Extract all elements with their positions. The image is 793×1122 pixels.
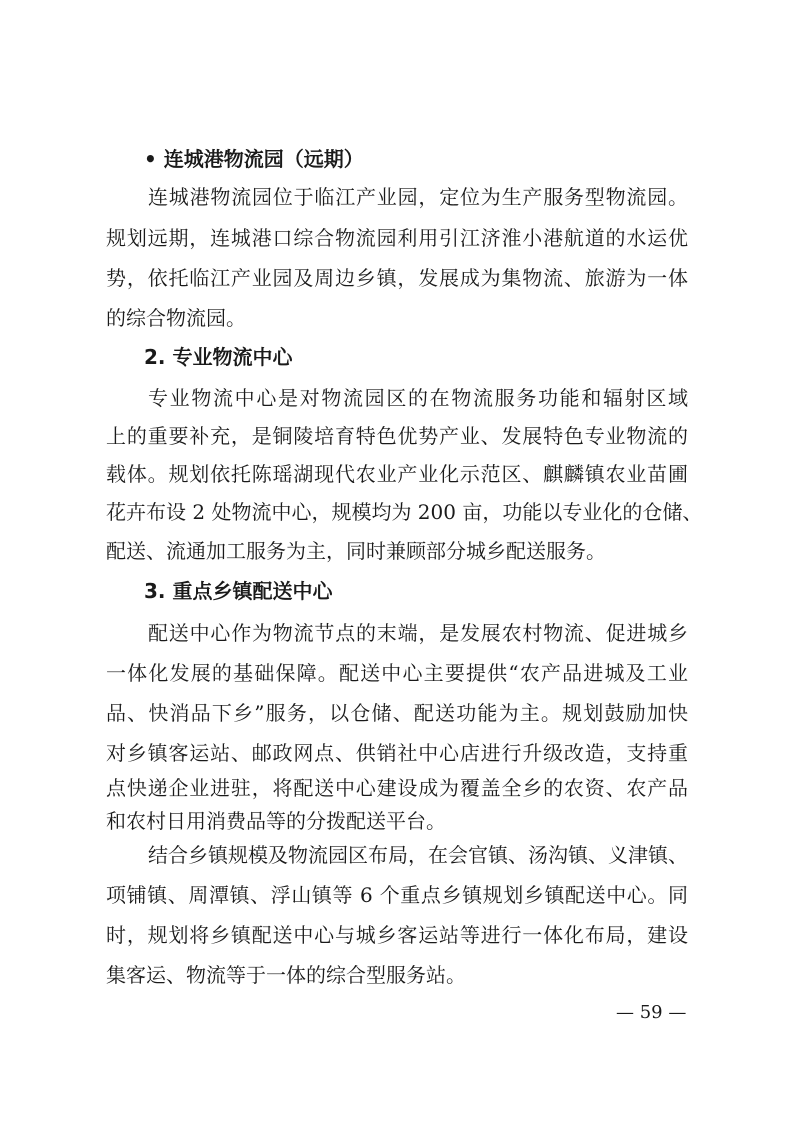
section-heading-distribution: 3. 重点乡镇配送中心 (144, 579, 333, 603)
paragraph-line: 势，依托临江产业园及周边乡镇，发展成为集物流、旅游为一体 (106, 266, 688, 290)
paragraph-line: 点快递企业进驻，将配送中心建设成为覆盖全乡的农资、农产品 (106, 776, 688, 800)
page-number: — 59 — (616, 1002, 687, 1023)
paragraph-line: 配送、流通加工服务为主，同时兼顾部分城乡配送服务。 (106, 539, 606, 563)
paragraph-line: 载体。规划依托陈瑶湖现代农业产业化示范区、麒麟镇农业苗圃 (106, 462, 688, 486)
paragraph-line: 的综合物流园。 (106, 306, 246, 330)
paragraph-line: 专业物流中心是对物流园区的在物流服务功能和辐射区域 (148, 386, 688, 410)
paragraph-line: 对乡镇客运站、邮政网点、供销社中心店进行升级改造，支持重 (106, 741, 688, 765)
paragraph-line: 和农村日用消费品等的分拨配送平台。 (106, 809, 446, 833)
paragraph-line: 一体化发展的基础保障。配送中心主要提供“农产品进城及工业 (106, 661, 688, 685)
paragraph-line: 集客运、物流等于一体的综合型服务站。 (106, 963, 466, 987)
section-heading-special: 2. 专业物流中心 (144, 345, 293, 369)
paragraph-line: 连城港物流园位于临江产业园，定位为生产服务型物流园。 (148, 185, 688, 209)
paragraph-line: 规划远期，连城港口综合物流园利用引江济淮小港航道的水运优 (106, 226, 688, 250)
paragraph-line: 花卉布设 2 处物流中心，规模均为 200 亩，功能以专业化的仓储、 (106, 500, 703, 524)
paragraph-line: 配送中心作为物流节点的末端，是发展农村物流、促进城乡 (148, 621, 688, 645)
paragraph-line: 项铺镇、周潭镇、浮山镇等 6 个重点乡镇规划乡镇配送中心。同 (106, 883, 688, 907)
paragraph-line: 品、快消品下乡”服务，以仓储、配送功能为主。规划鼓励加快 (106, 701, 688, 725)
paragraph-line: 时，规划将乡镇配送中心与城乡客运站等进行一体化布局，建设 (106, 923, 688, 947)
paragraph-line: 结合乡镇规模及物流园区布局，在会官镇、汤沟镇、义津镇、 (148, 843, 688, 867)
paragraph-line: 上的重要补充，是铜陵培育特色优势产业、发展特色专业物流的 (106, 424, 688, 448)
section-heading-park: • 连城港物流园（远期） (144, 147, 364, 171)
